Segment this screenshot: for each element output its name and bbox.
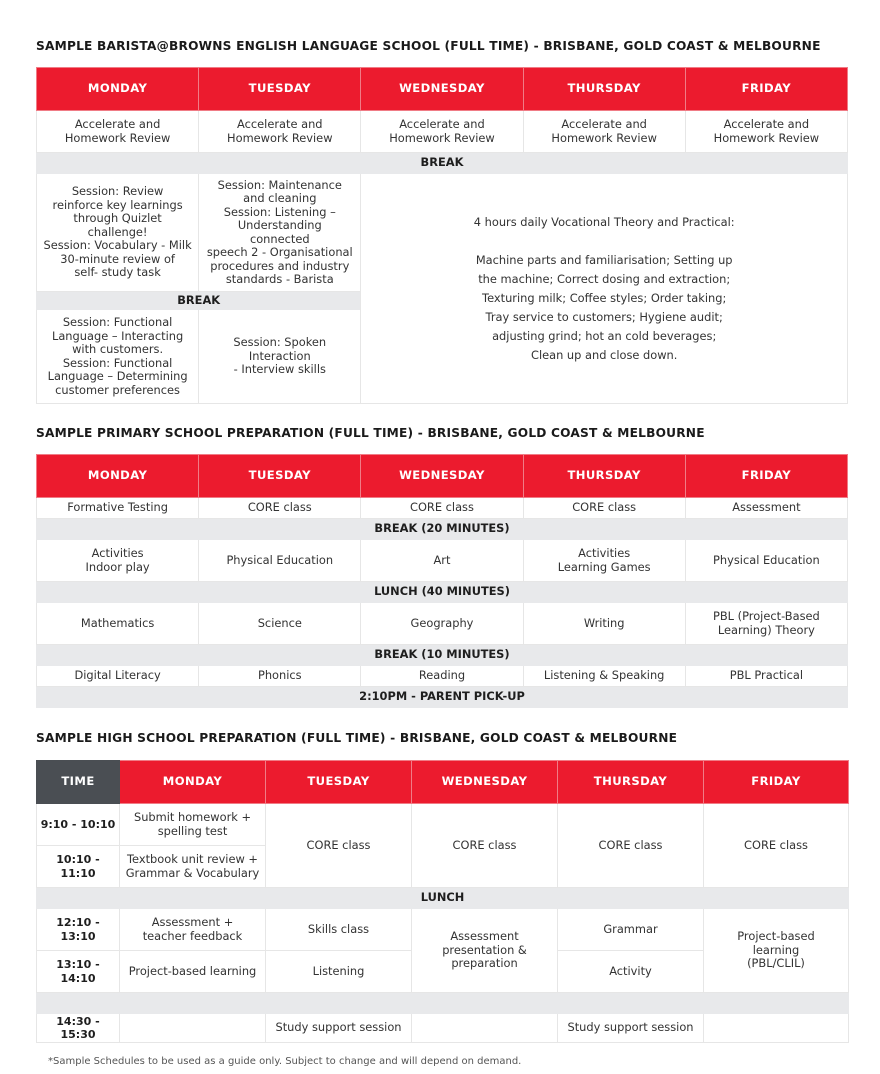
header-friday: FRIDAY xyxy=(685,68,847,111)
cell: Submit homework + spelling test xyxy=(120,804,266,846)
cell: Writing xyxy=(523,603,685,645)
cell: CORE class xyxy=(266,804,412,888)
barista-title: SAMPLE BARISTA@BROWNS ENGLISH LANGUAGE SCHOOL (FULL TIME) - BRISBANE, GOLD COAST & MELBOURNE xyxy=(36,39,821,53)
header-tuesday: TUESDAY xyxy=(199,455,361,498)
header-monday: MONDAY xyxy=(37,68,199,111)
header-tuesday: TUESDAY xyxy=(199,68,361,111)
barista-table xyxy=(36,67,848,404)
cell: Accelerate and Homework Review xyxy=(523,111,685,153)
cell: Study support session xyxy=(558,1014,704,1043)
time-cell: 13:10 - 14:10 xyxy=(37,951,120,993)
cell: Accelerate and Homework Review xyxy=(37,111,199,153)
header-time: TIME xyxy=(37,761,120,804)
header-friday: FRIDAY xyxy=(685,455,847,498)
cell: Accelerate and Homework Review xyxy=(685,111,847,153)
header-thursday: THURSDAY xyxy=(523,68,685,111)
cell xyxy=(412,1014,558,1043)
header-wednesday: WEDNESDAY xyxy=(361,68,523,111)
header-thursday: THURSDAY xyxy=(523,455,685,498)
high-title: SAMPLE HIGH SCHOOL PREPARATION (FULL TIME) - BRISBANE, GOLD COAST & MELBOURNE xyxy=(36,731,678,745)
cell: Assessment presentation & preparation xyxy=(412,909,558,993)
cell: Listening xyxy=(266,951,412,993)
cell: Listening & Speaking xyxy=(523,666,685,687)
cell: Physical Education xyxy=(199,540,361,582)
header-wednesday: WEDNESDAY xyxy=(412,761,558,804)
cell: Accelerate and Homework Review xyxy=(361,111,523,153)
cell: Project-based learning (PBL/CLIL) xyxy=(704,909,849,993)
cell: Accelerate and Homework Review xyxy=(199,111,361,153)
cell: CORE class xyxy=(558,804,704,888)
cell: Textbook unit review + Grammar & Vocabulary xyxy=(120,846,266,888)
header-tuesday: TUESDAY xyxy=(266,761,412,804)
cell: Session: Functional Language – Interacting with customers. Session: Functional Language – Determining customer preferences xyxy=(37,310,199,404)
cell: PBL (Project-Based Learning) Theory xyxy=(685,603,847,645)
time-cell: 10:10 - 11:10 xyxy=(37,846,120,888)
cell: Digital Literacy xyxy=(37,666,199,687)
break-row: BREAK xyxy=(37,153,848,174)
break-row: BREAK xyxy=(37,292,361,310)
primary-table xyxy=(36,454,848,708)
cell: Activity xyxy=(558,951,704,993)
cell: Science xyxy=(199,603,361,645)
cell: CORE class xyxy=(412,804,558,888)
cell: CORE class xyxy=(199,498,361,519)
cell: Mathematics xyxy=(37,603,199,645)
cell: Study support session xyxy=(266,1014,412,1043)
cell xyxy=(704,1014,849,1043)
header-monday: MONDAY xyxy=(120,761,266,804)
lunch-row: LUNCH (40 MINUTES) xyxy=(37,582,848,603)
header-monday: MONDAY xyxy=(37,455,199,498)
lunch-row: LUNCH xyxy=(37,888,849,909)
cell: Session: Maintenance and cleaning Session: Listening – Understanding connected speech 2 - Organisational procedures and industry standards - Barista xyxy=(199,174,361,292)
header-thursday: THURSDAY xyxy=(558,761,704,804)
break-row: BREAK (20 MINUTES) xyxy=(37,519,848,540)
cell: CORE class xyxy=(704,804,849,888)
pickup-row: 2:10PM - PARENT PICK-UP xyxy=(37,687,848,708)
vocational-cell: 4 hours daily Vocational Theory and Practical: Machine parts and familiarisation; Setting up the machine; Correct dosing and extraction; Texturing milk; Coffee styles; Order taking; Tray service to customers; Hygiene audit; adjusting grind; hot an cold beverages; Clean up and close down. xyxy=(361,174,848,404)
cell: CORE class xyxy=(361,498,523,519)
break-row xyxy=(37,993,849,1014)
cell xyxy=(120,1014,266,1043)
high-table xyxy=(36,760,849,1043)
cell: Geography xyxy=(361,603,523,645)
cell: Phonics xyxy=(199,666,361,687)
cell: Reading xyxy=(361,666,523,687)
cell: Project-based learning xyxy=(120,951,266,993)
break-row: BREAK (10 MINUTES) xyxy=(37,645,848,666)
time-cell: 9:10 - 10:10 xyxy=(37,804,120,846)
cell: Activities Indoor play xyxy=(37,540,199,582)
header-friday: FRIDAY xyxy=(704,761,849,804)
header-wednesday: WEDNESDAY xyxy=(361,455,523,498)
cell: Physical Education xyxy=(685,540,847,582)
cell: Assessment + teacher feedback xyxy=(120,909,266,951)
cell: Session: Spoken Interaction - Interview skills xyxy=(199,310,361,404)
footnote: *Sample Schedules to be used as a guide only. Subject to change and will depend on demand. xyxy=(48,1056,522,1067)
time-cell: 14:30 - 15:30 xyxy=(37,1014,120,1043)
primary-title: SAMPLE PRIMARY SCHOOL PREPARATION (FULL TIME) - BRISBANE, GOLD COAST & MELBOURNE xyxy=(36,426,705,440)
cell: CORE class xyxy=(523,498,685,519)
cell: Art xyxy=(361,540,523,582)
cell: Assessment xyxy=(685,498,847,519)
cell: PBL Practical xyxy=(685,666,847,687)
cell: Activities Learning Games xyxy=(523,540,685,582)
cell: Formative Testing xyxy=(37,498,199,519)
cell: Grammar xyxy=(558,909,704,951)
cell: Session: Review reinforce key learnings through Quizlet challenge! Session: Vocabulary - Milk 30-minute review of self- study task xyxy=(37,174,199,292)
time-cell: 12:10 - 13:10 xyxy=(37,909,120,951)
cell: Skills class xyxy=(266,909,412,951)
